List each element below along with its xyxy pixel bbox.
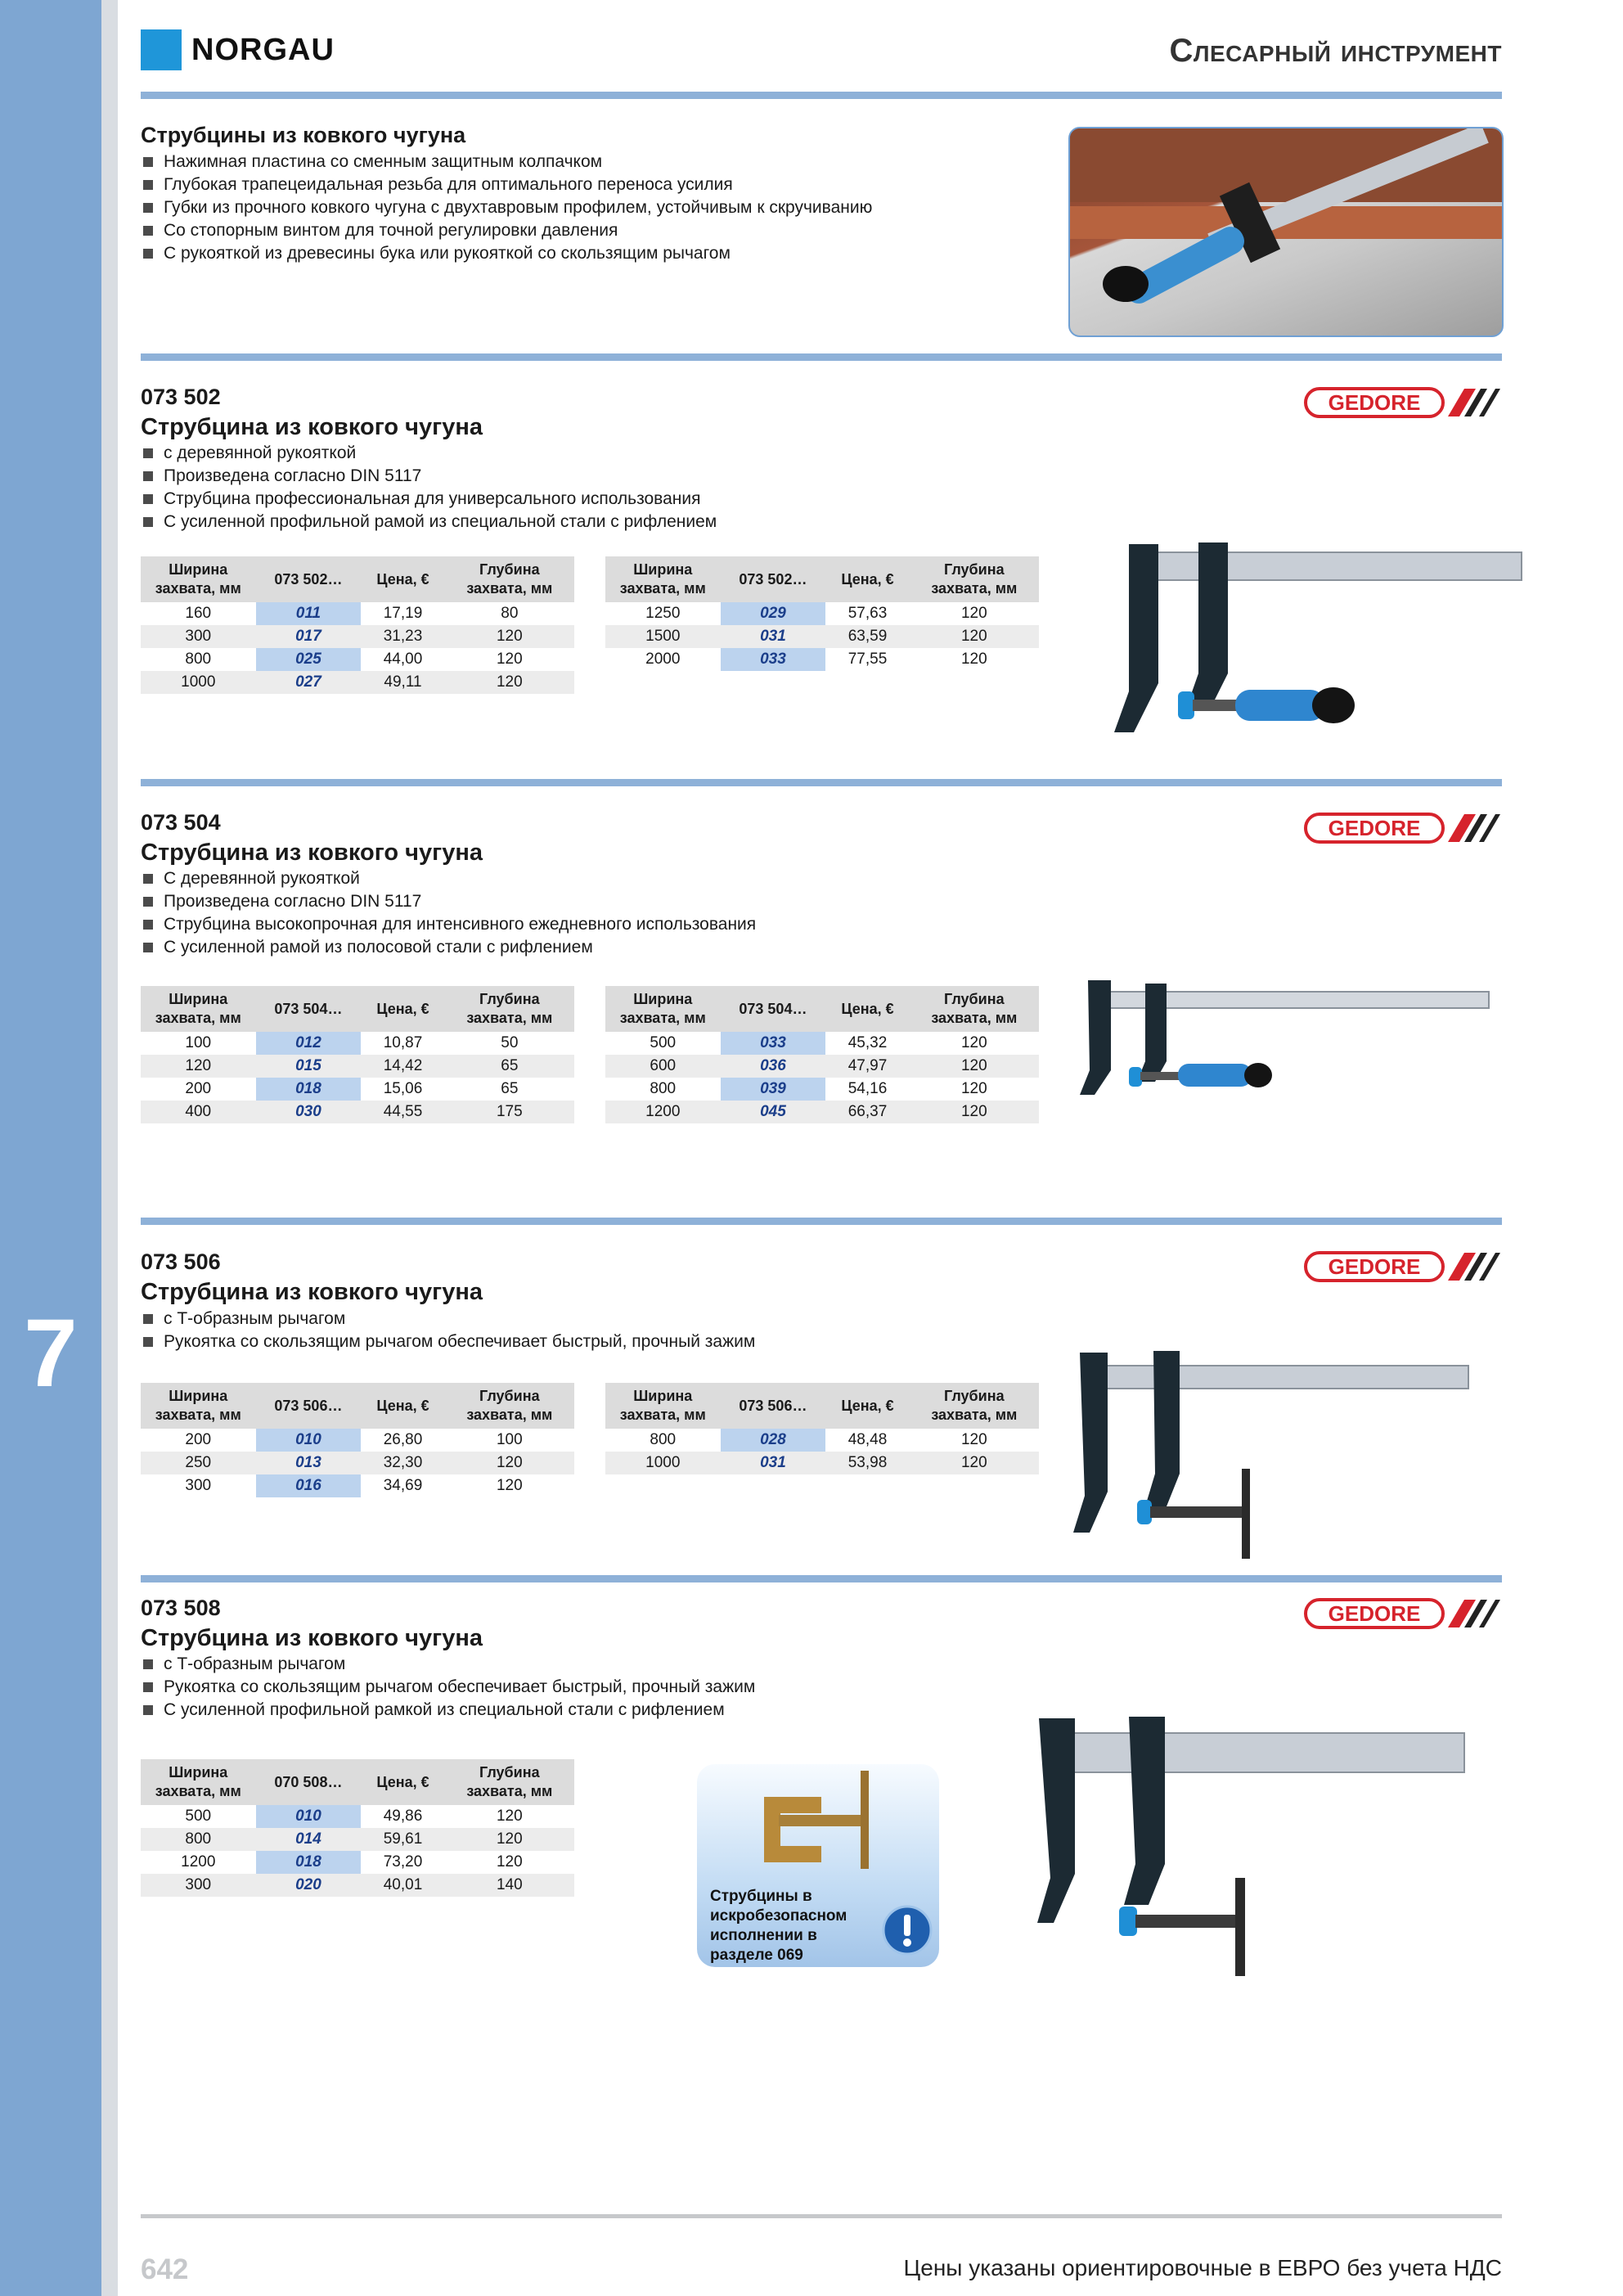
col-header-price: Цена, €	[361, 556, 444, 602]
cell-article: 036	[721, 1055, 826, 1078]
table-row	[605, 648, 1039, 671]
col-header-depth: Глубина захвата, мм	[445, 1383, 574, 1429]
spec-table-right	[605, 556, 1039, 671]
table-row	[605, 1055, 1039, 1078]
table-row	[141, 1851, 574, 1874]
exclamation-icon	[882, 1905, 933, 1956]
intro-title: Струбцины из ковкого чугуна	[141, 123, 466, 147]
section-title: Струбцина из ковкого чугуна	[141, 414, 483, 440]
cell-width: 800	[650, 1080, 677, 1097]
cell-price: 57,63	[847, 605, 888, 622]
bullet-item: С деревянной рукояткой	[141, 867, 756, 890]
table-row	[141, 1452, 574, 1474]
bullet-item: Нажимная пластина со сменным защитным колпачком	[141, 151, 872, 173]
cell-article: 028	[721, 1429, 826, 1452]
cell-depth: 120	[496, 1853, 523, 1871]
col-header-price: Цена, €	[361, 1759, 444, 1805]
cell-depth: 120	[910, 1452, 1039, 1474]
section-code: 073 502	[141, 385, 221, 409]
cell-price: 59,61	[361, 1828, 444, 1851]
spec-table-left	[141, 1759, 574, 1897]
cell-article: 025	[256, 648, 362, 671]
col-header-article: 070 508…	[256, 1759, 362, 1805]
cell-depth: 100	[496, 1431, 523, 1448]
gedore-logo	[1304, 1250, 1500, 1283]
cell-width: 300	[141, 625, 256, 648]
cell-price: 44,55	[361, 1101, 444, 1123]
cell-article: 017	[256, 625, 362, 648]
col-header-article: 073 504…	[721, 986, 826, 1032]
section-divider	[141, 1218, 1502, 1225]
section-bullets	[141, 867, 756, 959]
logo-text: NORGAU	[191, 32, 335, 67]
col-header-depth: Глубина захвата, мм	[445, 986, 574, 1032]
cell-article: 010	[256, 1429, 362, 1452]
section-title: Струбцина из ковкого чугуна	[141, 1279, 483, 1305]
cell-width: 500	[185, 1808, 212, 1825]
section-divider	[141, 1575, 1502, 1582]
section-bullets	[141, 1308, 755, 1353]
table-row	[141, 602, 574, 625]
table-row	[605, 625, 1039, 648]
cell-width: 200	[185, 1080, 212, 1097]
cell-width: 800	[650, 1431, 677, 1448]
section-code: 073 508	[141, 1596, 221, 1620]
cell-depth: 120	[960, 1034, 987, 1051]
cell-article: 018	[256, 1851, 362, 1874]
cell-depth: 120	[496, 1808, 523, 1825]
clamp-strip-frame-image	[1080, 974, 1497, 1105]
gedore-logo	[1304, 386, 1500, 419]
intro-bullets	[141, 151, 872, 265]
clamp-t-handle-image	[1072, 1346, 1472, 1559]
cell-article: 012	[256, 1032, 362, 1055]
cell-width: 250	[141, 1452, 256, 1474]
col-header-depth: Глубина захвата, мм	[445, 556, 574, 602]
col-header-price: Цена, €	[825, 986, 909, 1032]
col-header-depth: Глубина захвата, мм	[910, 1383, 1039, 1429]
cell-article: 016	[256, 1474, 362, 1497]
header-divider	[141, 92, 1502, 99]
col-header-price: Цена, €	[361, 1383, 444, 1429]
cell-depth: 120	[496, 1477, 523, 1494]
col-header-price: Цена, €	[825, 1383, 909, 1429]
chapter-number: 7	[24, 1299, 78, 1407]
cell-price: 54,16	[847, 1080, 888, 1097]
table-row	[605, 1452, 1039, 1474]
cell-article: 027	[256, 671, 362, 694]
cell-article: 011	[256, 602, 362, 625]
logo-square-icon	[141, 29, 182, 70]
bullet-item: Рукоятка со скользящим рычагом обеспечивает быстрый, прочный зажим	[141, 1330, 755, 1353]
cell-width: 800	[185, 651, 212, 668]
cell-article: 010	[256, 1805, 362, 1828]
cell-width: 120	[141, 1055, 256, 1078]
cell-depth: 120	[910, 1101, 1039, 1123]
bullet-item: Со стопорным винтом для точной регулировки давления	[141, 219, 872, 242]
brass-clamp-image	[746, 1764, 910, 1879]
cell-price: 73,20	[383, 1853, 423, 1871]
cell-price: 44,00	[383, 651, 423, 668]
bullet-item: Струбцина высокопрочная для интенсивного ежедневного использования	[141, 913, 756, 936]
cell-width: 800	[141, 1828, 256, 1851]
spec-table-left	[141, 556, 574, 694]
bullet-item: Губки из прочного ковкого чугуна с двухтавровым профилем, устойчивым к скручиванию	[141, 196, 872, 219]
cell-depth: 120	[445, 625, 574, 648]
cell-article: 030	[256, 1101, 362, 1123]
col-header-article: 073 502…	[721, 556, 826, 602]
cell-depth: 80	[501, 605, 519, 622]
cell-depth: 140	[445, 1874, 574, 1897]
cell-depth: 120	[960, 1431, 987, 1448]
cell-article: 013	[256, 1452, 362, 1474]
section-code: 073 506	[141, 1249, 221, 1274]
svg-text:GEDORE: GEDORE	[1328, 390, 1421, 415]
cell-width: 300	[185, 1477, 212, 1494]
cell-depth: 175	[445, 1101, 574, 1123]
cell-article: 033	[721, 1032, 826, 1055]
col-header-width: Ширина захвата, мм	[605, 556, 721, 602]
table-row	[141, 1032, 574, 1055]
table-row	[605, 1101, 1039, 1123]
cell-article: 031	[721, 625, 826, 648]
table-row	[605, 1429, 1039, 1452]
table-row	[141, 1429, 574, 1452]
spec-table-right	[605, 1383, 1039, 1474]
cell-article: 015	[256, 1055, 362, 1078]
col-header-width: Ширина захвата, мм	[141, 1383, 256, 1429]
bullet-item: Глубокая трапецеидальная резьба для оптимального переноса усилия	[141, 173, 872, 196]
cell-price: 32,30	[361, 1452, 444, 1474]
col-header-depth: Глубина захвата, мм	[910, 986, 1039, 1032]
cell-depth: 120	[910, 1055, 1039, 1078]
cell-depth: 120	[445, 1828, 574, 1851]
table-row	[141, 1828, 574, 1851]
cell-width: 500	[650, 1034, 677, 1051]
chapter-sidebar	[0, 0, 101, 2296]
bullet-item: С усиленной профильной рамкой из специальной стали с рифлением	[141, 1699, 755, 1722]
col-header-article: 073 502…	[256, 556, 362, 602]
svg-text:GEDORE: GEDORE	[1328, 1601, 1421, 1626]
table-row	[141, 625, 574, 648]
col-header-article: 073 506…	[721, 1383, 826, 1429]
page-title: Слесарный инструмент	[1169, 33, 1502, 69]
cell-width: 160	[185, 605, 212, 622]
col-header-price: Цена, €	[361, 986, 444, 1032]
gedore-logo	[1304, 812, 1500, 844]
cell-article: 029	[721, 602, 826, 625]
col-header-depth: Глубина захвата, мм	[910, 556, 1039, 602]
cell-price: 63,59	[825, 625, 909, 648]
cell-width: 100	[185, 1034, 212, 1051]
cell-article: 039	[721, 1078, 826, 1101]
note-text: Струбцины в искробезопасном исполнении в разделе 069	[710, 1888, 847, 1964]
cell-price: 49,11	[361, 671, 444, 694]
cell-price: 15,06	[383, 1080, 423, 1097]
cell-price: 26,80	[383, 1431, 423, 1448]
cell-depth: 65	[445, 1055, 574, 1078]
cell-depth: 50	[501, 1034, 519, 1051]
cell-price: 45,32	[847, 1034, 888, 1051]
spark-proof-note-card[interactable]	[697, 1764, 939, 1967]
bullet-item: С усиленной рамой из полосовой стали с рифлением	[141, 936, 756, 959]
col-header-article: 073 504…	[256, 986, 362, 1032]
table-row	[141, 1874, 574, 1897]
table-row	[141, 648, 574, 671]
svg-text:GEDORE: GEDORE	[1328, 816, 1421, 840]
spec-table-right	[605, 986, 1039, 1123]
table-row	[141, 671, 574, 694]
bullet-item: Произведена согласно DIN 5117	[141, 465, 717, 488]
cell-article: 031	[721, 1452, 826, 1474]
cell-width: 2000	[645, 651, 681, 668]
cell-width: 1200	[181, 1853, 216, 1871]
section-code: 073 504	[141, 810, 221, 835]
section-title: Струбцина из ковкого чугуна	[141, 1625, 483, 1651]
cell-width: 600	[605, 1055, 721, 1078]
cell-price: 17,19	[383, 605, 423, 622]
col-header-width: Ширина захвата, мм	[141, 986, 256, 1032]
cell-width: 200	[185, 1431, 212, 1448]
cell-article: 045	[721, 1101, 826, 1123]
spec-table-left	[141, 1383, 574, 1497]
footer-note: Цены указаны ориентировочные в ЕВРО без учета НДС	[903, 2255, 1502, 2280]
cell-price: 14,42	[361, 1055, 444, 1078]
cell-depth: 120	[960, 1080, 987, 1097]
bullet-item: С усиленной профильной рамой из специальной стали с рифлением	[141, 511, 717, 533]
clamp-wood-handle-image	[1104, 536, 1530, 741]
gedore-logo	[1304, 1597, 1500, 1630]
cell-price: 34,69	[383, 1477, 423, 1494]
section-title: Струбцина из ковкого чугуна	[141, 840, 483, 866]
bullet-item: Струбцина профессиональная для универсального использования	[141, 488, 717, 511]
cell-article: 018	[256, 1078, 362, 1101]
bullet-item: с деревянной рукояткой	[141, 442, 717, 465]
footer-divider	[141, 2214, 1502, 2218]
table-row	[605, 1032, 1039, 1055]
table-row	[141, 1078, 574, 1101]
cell-price: 47,97	[825, 1055, 909, 1078]
sidebar-edge	[101, 0, 118, 2296]
cell-price: 10,87	[383, 1034, 423, 1051]
cell-width: 1250	[645, 605, 681, 622]
cell-width: 1000	[605, 1452, 721, 1474]
section-divider	[141, 779, 1502, 786]
cell-depth: 65	[501, 1080, 519, 1097]
col-header-article: 073 506…	[256, 1383, 362, 1429]
cell-price: 49,86	[383, 1808, 423, 1825]
norgau-logo	[141, 29, 335, 71]
cell-depth: 120	[445, 671, 574, 694]
col-header-price: Цена, €	[825, 556, 909, 602]
bullet-item: с Т-образным рычагом	[141, 1653, 755, 1676]
clamp-in-use-photo	[1068, 127, 1504, 337]
bullet-item: Произведена согласно DIN 5117	[141, 890, 756, 913]
cell-article: 033	[721, 648, 826, 671]
table-row	[141, 1055, 574, 1078]
cell-width: 1000	[141, 671, 256, 694]
cell-article: 020	[256, 1874, 362, 1897]
cell-price: 66,37	[825, 1101, 909, 1123]
cell-price: 40,01	[361, 1874, 444, 1897]
cell-width: 300	[141, 1874, 256, 1897]
cell-price: 77,55	[847, 651, 888, 668]
cell-price: 53,98	[825, 1452, 909, 1474]
section-bullets	[141, 1653, 755, 1722]
cell-price: 31,23	[361, 625, 444, 648]
col-header-width: Ширина захвата, мм	[605, 1383, 721, 1429]
clamp-t-handle-reinforced-image	[1031, 1710, 1472, 1980]
table-row	[141, 1101, 574, 1123]
table-row	[605, 1078, 1039, 1101]
cell-depth: 120	[445, 1452, 574, 1474]
table-row	[605, 602, 1039, 625]
svg-text:GEDORE: GEDORE	[1328, 1254, 1421, 1279]
cell-depth: 120	[960, 651, 987, 668]
cell-width: 1200	[605, 1101, 721, 1123]
cell-width: 400	[141, 1101, 256, 1123]
col-header-depth: Глубина захвата, мм	[445, 1759, 574, 1805]
bullet-item: С рукояткой из древесины бука или рукояткой со скользящим рычагом	[141, 242, 872, 265]
cell-depth: 120	[910, 625, 1039, 648]
col-header-width: Ширина захвата, мм	[141, 1759, 256, 1805]
cell-article: 014	[256, 1828, 362, 1851]
section-bullets	[141, 442, 717, 533]
bullet-item: Рукоятка со скользящим рычагом обеспечивает быстрый, прочный зажим	[141, 1676, 755, 1699]
cell-depth: 120	[960, 605, 987, 622]
section-divider	[141, 353, 1502, 361]
table-row	[141, 1474, 574, 1497]
col-header-width: Ширина захвата, мм	[605, 986, 721, 1032]
cell-price: 48,48	[847, 1431, 888, 1448]
bullet-item: с Т-образным рычагом	[141, 1308, 755, 1330]
spec-table-left	[141, 986, 574, 1123]
cell-width: 1500	[605, 625, 721, 648]
table-row	[141, 1805, 574, 1828]
cell-depth: 120	[496, 651, 523, 668]
page-number: 642	[141, 2253, 189, 2285]
col-header-width: Ширина захвата, мм	[141, 556, 256, 602]
